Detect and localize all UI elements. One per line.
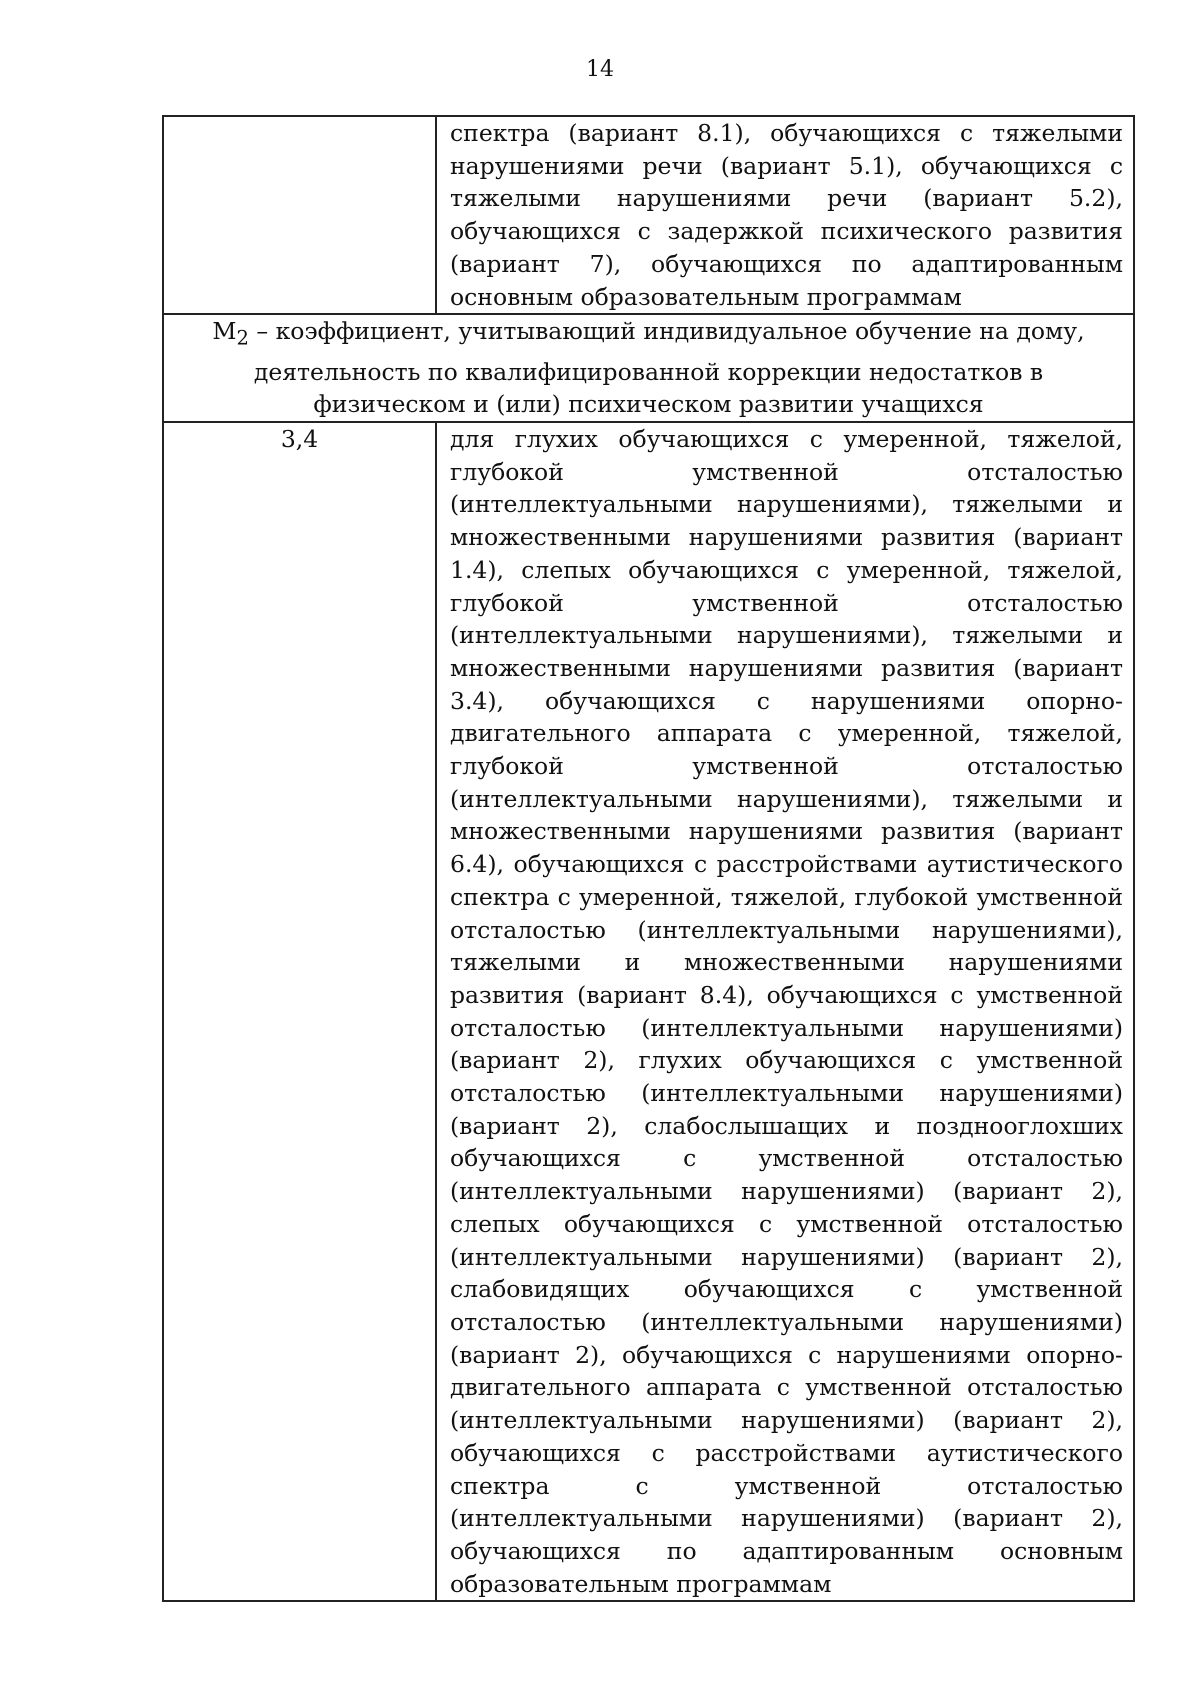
continuation-text: спектра (вариант 8.1), обучающихся с тяжелыми нарушениями речи (вариант 5.1), обучающихся с тяжелыми нарушениями речи (вариант 5.2), обучающихся с задержкой психического развития (вариант 7), обучающихся по адаптированным основным образовательным программам bbox=[450, 119, 1123, 311]
coefficient-value: 3,4 bbox=[280, 425, 319, 454]
continuation-text-cell bbox=[436, 116, 1134, 314]
section-heading-cell bbox=[163, 314, 1134, 422]
table-row-continuation bbox=[163, 116, 1134, 314]
coefficient-description: для глухих обучающихся с умеренной, тяжелой, глубокой умственной отсталостью (интеллектуальными нарушениями), тяжелыми и множественными нарушениями развития (вариант 1.4), слепых обучающихся с умеренной, тяжелой, глубокой умственной отсталостью (интеллектуальными нарушениями), тяжелыми и множественными нарушениями развития (вариант 3.4), обучающихся с нарушениями опорно-двигательного аппарата с умеренной, тяжелой, глубокой умственной отсталостью (интеллектуальными нарушениями), тяжелыми и множественными нарушениями развития (вариант 6.4), обучающихся с расстройствами аутистического спектра с умеренной, тяжелой, глубокой умственной отсталостью (интеллектуальными нарушениями), тяжелыми и множественными нарушениями развития (вариант 8.4), обучающихся с умственной отсталостью (интеллектуальными нарушениями) (вариант 2), глухих обучающихся с умственной отсталостью (интеллектуальными нарушениями) (вариант 2), слабослышащих и позднооглохших обучающихся с умственной отсталостью (интеллектуальными нарушениями) (вариант 2), слепых обучающихся с умственной отсталостью (интеллектуальными нарушениями) (вариант 2), слабовидящих обучающихся с умственной отсталостью (интеллектуальными нарушениями) (вариант 2), обучающихся с нарушениями опорно-двигательного аппарата с умственной отсталостью (интеллектуальными нарушениями) (вариант 2), обучающихся с расстройствами аутистического спектра с умственной отсталостью (интеллектуальными нарушениями) (вариант 2), обучающихся по адаптированным основным образовательным программам bbox=[450, 425, 1123, 1598]
coefficient-value-cell bbox=[163, 422, 436, 1601]
empty-left-cell bbox=[163, 116, 436, 314]
section-heading-text: – коэффициент, учитывающий индивидуальное обучение на дому, деятельность по квалифицированной коррекции недостатков в физическом и (или) психическом развитии учащихся bbox=[248, 317, 1085, 419]
page-number: 14 bbox=[586, 57, 614, 82]
coefficient-description-cell bbox=[436, 422, 1134, 1601]
coefficient-symbol: M bbox=[212, 317, 237, 346]
table-row-coefficient bbox=[163, 422, 1134, 1601]
table-row-section-heading bbox=[163, 314, 1134, 422]
coefficient-subscript: 2 bbox=[236, 326, 249, 350]
coefficients-table bbox=[162, 115, 1135, 1602]
